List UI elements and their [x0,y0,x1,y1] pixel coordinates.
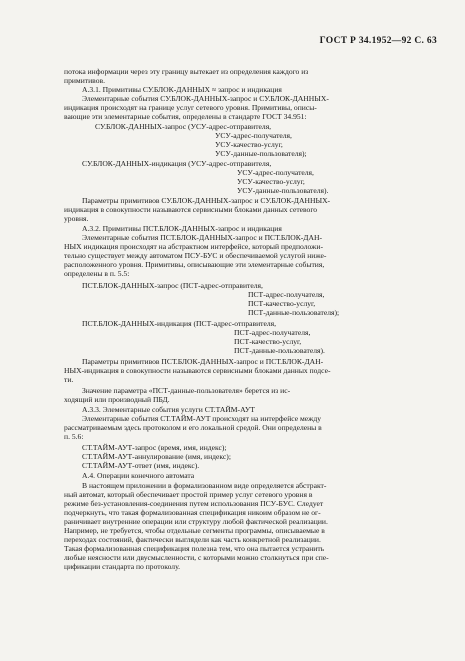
section-heading: А.3.3. Элементарные события услуги СТ.ТАЙМ-АУТ [82,405,255,414]
text-line: раничивает внутренние операции или структуру любой фактической реализации. [64,517,328,526]
formula-line: УСУ-качество-услуг, [237,177,305,186]
text-line: Параметры примитивов ПСТ.БЛОК-ДАННЫХ-запрос и ПСТ.БЛОК-ДАН- [82,357,324,366]
text-line: Значение параметра «ПСТ-данные-пользователя» берется из ис- [82,386,291,395]
text-line: режиме без-установления-соединения путем использования ПСУ-БУС. Следует [64,499,324,508]
text-line: В настоящем приложении в формализованном виде определяется абстракт- [82,481,327,490]
text-line: цификации стандарта по протоколу. [64,562,181,571]
text-line: НЫХ индикация происходят на абстрактном интерфейсе, который предположи- [64,242,323,251]
text-line: определены в п. 5.5: [64,269,130,278]
formula-line: УСУ-адрес-получателя, [215,131,292,140]
text-line: Элементарные события ПСТ.БЛОК-ДАННЫХ-запрос и ПСТ.БЛОК-ДАН- [82,233,322,242]
formula-line: УСУ-данные-пользователя). [237,186,329,195]
formula-line: СТ.ТАЙМ-АУТ-ответ (имя, индекс). [82,461,200,470]
section-heading: А.3.2. Примитивы ПСТ.БЛОК-ДАННЫХ-запрос и индикация [82,224,282,233]
text-line: НЫХ-индикация в совокупности называются сервисными блоками данных подсе- [64,366,331,375]
text-line: ходящий или производный ПБД. [64,395,170,404]
text-line: вающие эти элементарные события, определены в стандарте ГОСТ 34.951: [64,112,307,121]
section-heading: А.3.1. Примитивы СУ.БЛОК-ДАННЫХ ≈ запрос и индикация [82,85,282,94]
formula-line: УСУ-данные-пользователя); [215,149,307,158]
text-line: индикация происходят на границе услуг сетевого уровня. Примитивы, описы- [64,103,317,112]
text-line: тельно существует между автоматом ПСУ-БУС и обеспечиваемой услугой ниже- [64,251,327,260]
text-line: расположенного уровня. Примитивы, описывающие эти элементарные события, [64,260,325,269]
text-line: Элементарные события СТ.ТАЙМ-АУТ происходят на интерфейсе между [82,414,322,423]
text-line: индикация в совокупности называются сервисными блоками данных сетевого [64,205,318,214]
formula-line: УСУ-адрес-получателя, [237,168,314,177]
text-line: примитивов. [64,76,105,85]
text-line: рассматриваемым здесь протоколом и его локальной средой. Они определены в [64,423,322,432]
text-line: переходах состояний, фактически выглядели как часть конкретной реализации. [64,535,321,544]
formula-line: ПСТ-данные-пользователя); [248,308,340,317]
text-line: Такая формализованная спецификация полезна тем, что она пытается устранить [64,544,325,553]
formula-line: ПСТ-данные-пользователя). [234,346,325,355]
text-line: подчеркнуть, что такая формализованная спецификация никоим образом не ог- [64,508,321,517]
formula-line: ПСТ-качество-услуг, [248,299,316,308]
text-line: п. 5.6: [64,432,84,441]
formula-line: УСУ-качество-услуг, [215,140,283,149]
formula-line: СТ.ТАЙМ-АУТ-запрос (время, имя, индекс); [82,443,227,452]
text-line: уровня. [64,214,89,223]
formula-line: СУ.БЛОК-ДАННЫХ-индикация (УСУ-адрес-отправителя, [82,159,272,168]
formula-line: ПСТ.БЛОК-ДАННЫХ-индикация (ПСТ-адрес-отправителя, [82,319,277,328]
text-line: Например, не требуется, чтобы отдельные сегменты программы, описываемые в [64,526,325,535]
text-line: любые неясности или двусмысленности, с которыми можно столкнуться при спе- [64,553,329,562]
text-line: Параметры примитивов СУ.БЛОК-ДАННЫХ-запрос и СУ.БЛОК-ДАННЫХ- [82,196,331,205]
formula-line: ПСТ-адрес-получателя, [234,328,311,337]
text-line: ный автомат, который обеспечивает простой пример услуг сетевого уровня в [64,490,313,499]
text-line: потока информации через эту границу вытекает из определения каждого из [64,67,309,76]
section-heading: А.4. Операции конечного автомата [82,471,195,480]
formula-line: ПСТ-адрес-получателя, [248,290,325,299]
formula-line: ПСТ.БЛОК-ДАННЫХ-запрос (ПСТ-адрес-отправителя, [82,281,263,290]
text-line: ти. [64,375,74,384]
formula-line: СУ.БЛОК-ДАННЫХ-запрос (УСУ-адрес-отправителя, [95,122,272,131]
formula-line: СТ.ТАЙМ-АУТ-аннулирование (имя, индекс); [82,452,231,461]
formula-line: ПСТ-качество-услуг, [234,337,302,346]
page-header: ГОСТ Р 34.1952—92 С. 63 [319,36,437,46]
text-line: Элементарные события СУ.БЛОК-ДАННЫХ-запрос и СУ.БЛОК-ДАННЫХ- [82,94,329,103]
